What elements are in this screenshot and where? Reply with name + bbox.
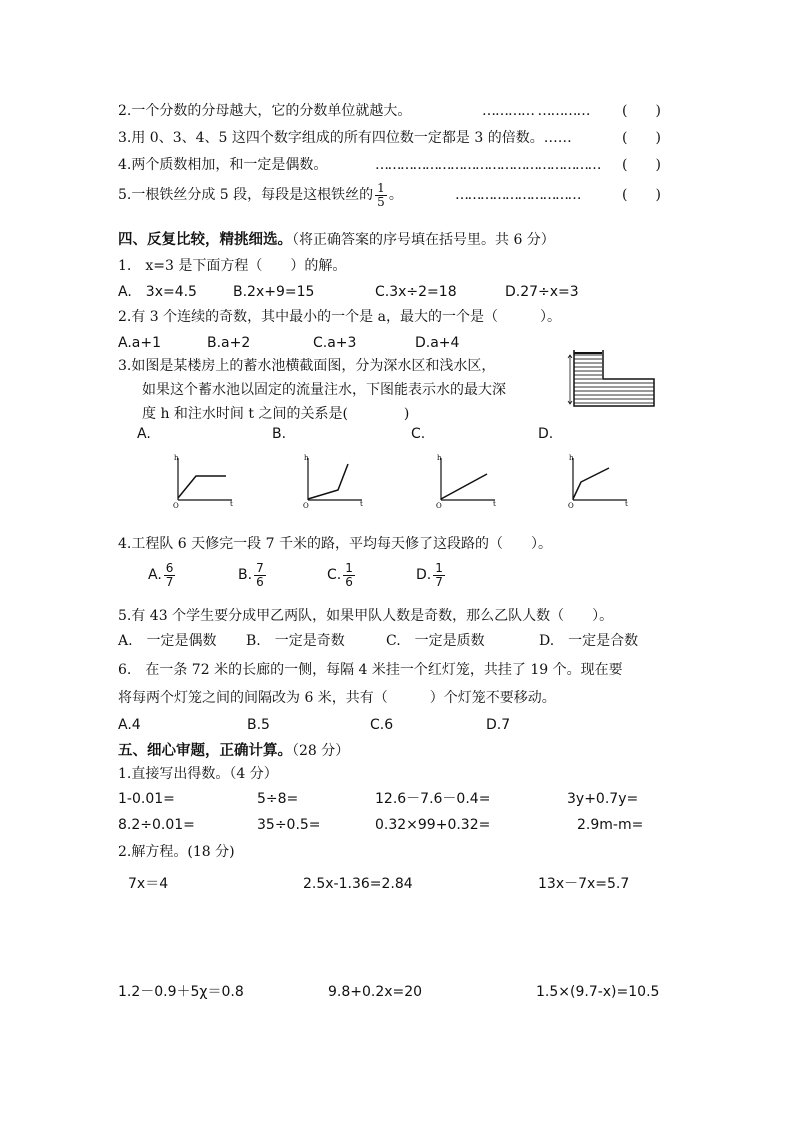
q4-option-b[interactable]: B. $\frac{7}{6}$ (238, 560, 264, 589)
svg-text:t: t (360, 500, 363, 508)
q1-stem: 1. x=3 是下面方程（ ）的解。 (118, 258, 347, 274)
section5-heading (118, 741, 349, 761)
svg-text:O: O (568, 502, 574, 510)
q3-option-b[interactable]: B. (272, 426, 287, 442)
q4-option-d[interactable]: D. $\frac{1}{7}$ (416, 560, 443, 589)
q4-option-c[interactable]: C. $\frac{1}{6}$ (327, 560, 353, 589)
oral-calc-3: 12.6－7.6－0.4= (375, 791, 491, 807)
section5-score: （28 分） (292, 743, 350, 759)
judge-q2-answer-paren[interactable]: ( ) (622, 103, 661, 119)
q6-line2: 将每两个灯笼之间的间隔改为 6 米，共有（ ）个灯笼不要移动。 (118, 690, 556, 706)
q3-line1: 3.如图是某楼房上的蓄水池横截面图，分为深水区和浅水区， (118, 358, 496, 374)
q3-option-a[interactable]: A. (137, 426, 151, 442)
judge-q3-text: 3.用 0、3、4、5 这四个数字组成的所有四位数一定都是 3 的倍数。…… (118, 130, 572, 146)
svg-text:O: O (173, 502, 179, 510)
water-tank-diagram (566, 349, 660, 409)
judge-q4-dots: ……………………………………………… (375, 157, 600, 173)
q6-option-c[interactable]: C.6 (370, 717, 394, 733)
svg-text:h: h (174, 454, 179, 462)
equation-2: 2.5x-1.36=2.84 (303, 876, 413, 892)
oral-calc-1: 1-0.01= (118, 791, 175, 807)
q5-option-d[interactable]: D. 一定是合数 (539, 633, 639, 649)
section4-note: （将正确答案的序号填在括号里。共 6 分） (292, 232, 555, 248)
q5-option-b[interactable]: B. 一定是奇数 (246, 633, 345, 649)
svg-text:O: O (303, 502, 309, 510)
q6-line1: 6. 在一条 72 米的长廊的一侧，每隔 4 米挂一个红灯笼，共挂了 19 个。现在要 (118, 662, 623, 678)
q6-option-a[interactable]: A.4 (118, 717, 141, 733)
svg-text:t: t (493, 500, 496, 508)
judge-q3-answer-paren[interactable]: ( ) (622, 130, 661, 146)
q6-option-b[interactable]: B.5 (247, 717, 270, 733)
equation-4: 1.2－0.9＋5χ＝0.8 (118, 984, 244, 1000)
q2-stem: 2.有 3 个连续的奇数，其中最小的一个是 a，最大的一个是（ ）。 (118, 309, 561, 325)
judge-q5-text: 5.一根铁丝分成 5 段，每段是这根铁丝的 (118, 187, 374, 203)
oral-calc-7: 0.32×99+0.32= (375, 817, 491, 833)
oral-calc-5: 8.2÷0.01= (118, 817, 195, 833)
graph-b (300, 452, 370, 510)
q5-stem: 5.有 43 个学生要分成甲乙两队，如果甲队人数是奇数，那么乙队人数（ ）。 (118, 608, 614, 624)
q1-option-b[interactable]: B.2x+9=15 (233, 284, 315, 300)
q6-option-d[interactable]: D.7 (486, 717, 511, 733)
equation-3: 13x－7x=5.7 (538, 876, 630, 892)
q1-option-d[interactable]: D.27÷x=3 (505, 284, 579, 300)
svg-text:h: h (437, 454, 442, 462)
q4-stem: 4.工程队 6 天修完一段 7 千米的路，平均每天修了这段路的（ ）。 (118, 536, 552, 552)
q2-option-a[interactable]: A.a+1 (118, 335, 161, 351)
judge-q5: 5.一根铁丝分成 5 段，每段是这根铁丝的 $\frac{1}{5}$ 。 (118, 180, 403, 209)
graph-c (433, 452, 503, 510)
oral-calc-4: 3y+0.7y= (567, 791, 639, 807)
oral-calc-8: 2.9m-m= (577, 817, 644, 833)
oral-calc-6: 35÷0.5= (257, 817, 321, 833)
q4-option-a[interactable]: A. $\frac{6}{7}$ (148, 560, 174, 589)
judge-q2-text: 2.一个分数的分母越大，它的分数单位就越大。 (118, 103, 412, 119)
equation-5: 9.8+0.2x=20 (328, 984, 423, 1000)
oral-calc-2: 5÷8= (257, 791, 299, 807)
svg-text:h: h (304, 454, 309, 462)
equation-6: 1.5×(9.7-x)=10.5 (536, 984, 660, 1000)
oral-calc-title: 1.直接写出得数。（4 分） (118, 766, 278, 782)
q3-option-c[interactable]: C. (411, 426, 426, 442)
judge-q2-dots: ………… ………… (482, 103, 590, 119)
q1-option-a[interactable]: A. 3x=4.5 (118, 284, 197, 300)
q5-option-a[interactable]: A. 一定是偶数 (118, 633, 217, 649)
svg-text:h: h (569, 454, 574, 462)
section4-heading (118, 230, 555, 250)
graph-a (170, 452, 240, 510)
q2-option-c[interactable]: C.a+3 (313, 335, 357, 351)
q5-option-c[interactable]: C. 一定是质数 (386, 633, 485, 649)
judge-q4-answer-paren[interactable]: ( ) (622, 157, 661, 173)
q2-option-b[interactable]: B.a+2 (207, 335, 251, 351)
q1-option-c[interactable]: C.3x÷2=18 (375, 284, 457, 300)
svg-text:t: t (230, 500, 233, 508)
equation-1: 7x＝4 (128, 876, 169, 892)
q3-line2: 如果这个蓄水池以固定的流量注水，下图能表示水的最大深 (142, 382, 506, 398)
section4-title: 四、反复比较，精挑细选。 (118, 232, 292, 248)
svg-text:t: t (625, 500, 628, 508)
svg-text:O: O (436, 502, 442, 510)
judge-q5-dots: ………………………… (455, 187, 580, 203)
judge-q5-answer-paren[interactable]: ( ) (622, 187, 661, 203)
graph-d (565, 452, 635, 510)
fraction-one-fifth: $\frac{1}{5}$ (377, 180, 385, 209)
q2-option-d[interactable]: D.a+4 (415, 335, 460, 351)
q3-option-d[interactable]: D. (538, 426, 554, 442)
equation-title: 2.解方程。(18 分) (118, 844, 235, 860)
judge-q4-text: 4.两个质数相加，和一定是偶数。 (118, 157, 328, 173)
section5-title: 五、细心审题，正确计算。 (118, 743, 292, 759)
q3-line3: 度 h 和注水时间 t 之间的关系是( ) (142, 406, 410, 422)
